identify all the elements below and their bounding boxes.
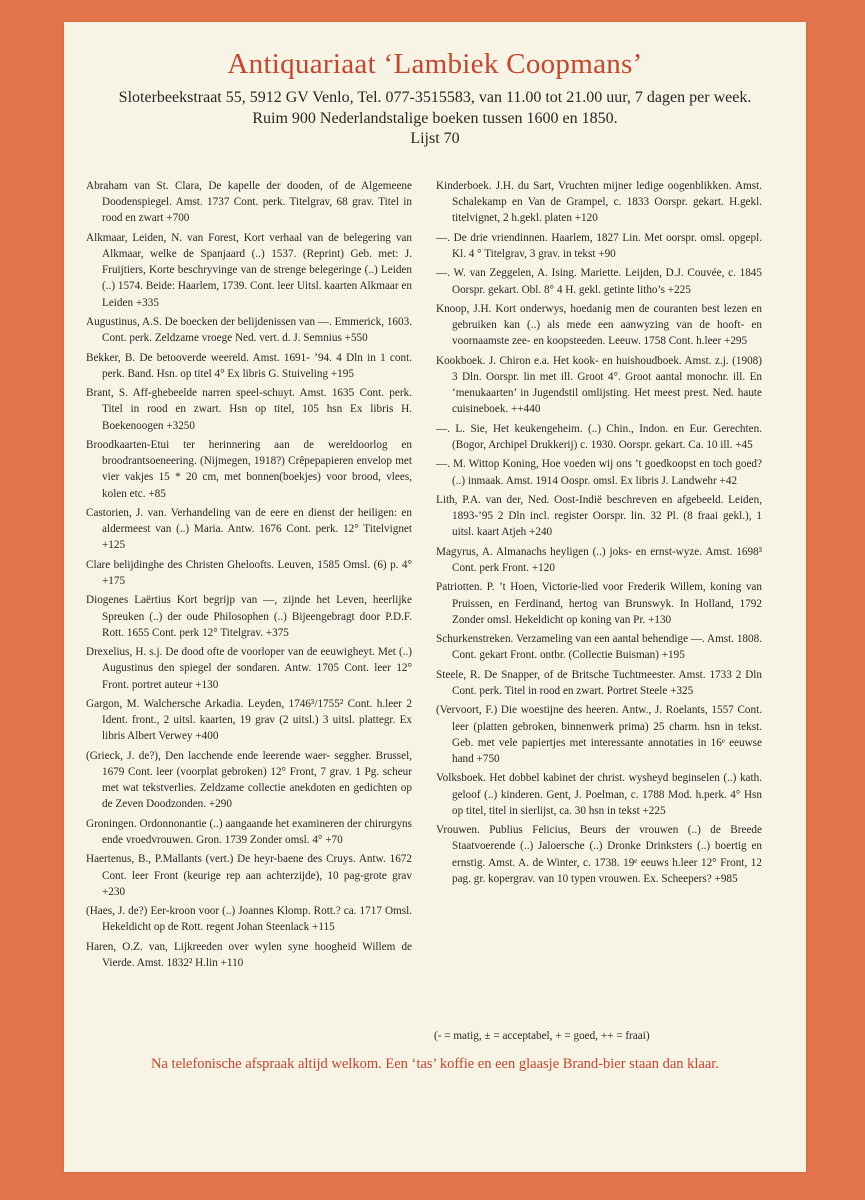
catalog-entry: (Grieck, J. de?), Den lacchende ende leerende waer- seggher. Brussel, 1679 Cont. leer (voorplat gebroken) 12° Front, 7 grav. 1 Pg. scheur met wat tekstverlies. Zeldzame collectie anekdoten en gedichten op de Zeven Doodzonden. +290 bbox=[86, 749, 412, 811]
shop-title: Antiquariaat ‘Lambiek Coopmans’ bbox=[227, 48, 643, 80]
catalog-entry: —. L. Sie, Het keukengeheim. (..) Chin., Indon. en Eur. Gerechten. (Bogor, Archipel Drukkerij) c. 1930. Oorspr. gekart. Ca. 10 ill. +45 bbox=[436, 422, 762, 451]
catalog-sheet bbox=[64, 22, 806, 1172]
condition-legend: (- = matig, ± = acceptabel, + = goed, ++ = fraai) bbox=[434, 1030, 650, 1042]
catalog-entry: Clare belijdinghe des Christen Gheloofts. Leuven, 1585 Omsl. (6) p. 4° +175 bbox=[86, 558, 412, 587]
catalog-entry: Diogenes Laërtius Kort begrijp van —, zijnde het Leven, heerlijke Spreuken (..) der oude Philosophen (..) Bijeengebragt door P.D.F. Rott. 1655 Cont. perk 12° Titelgrav. +375 bbox=[86, 594, 412, 639]
catalog-entry: Gargon, M. Walchersche Arkadia. Leyden, 1746³/1755² Cont. h.leer 2 Ident. front., 2 uitsl. kaarten, 19 grav (2 uitsl.) 3 uitsl. plattegr. Ex libris Albert Verwey +400 bbox=[86, 697, 412, 743]
shop-address: Sloterbeekstraat 55, 5912 GV Venlo, Tel. 077-3515583, van 11.00 tot 21.00 uur, 7 dagen per week. bbox=[118, 89, 752, 106]
left-column bbox=[86, 178, 412, 974]
catalog-entry: Lith, P.A. van der, Ned. Oost-Indië beschreven en afgebeeld. Leiden, 1893-’95 2 Dln incl. register Oorspr. lin. 32 Pl. (8 fraai gekl.), 1 uitsl. kaart Atjeh +240 bbox=[436, 493, 762, 539]
catalog-entry: Brant, S. Aff-ghebeelde narren speel-schuyt. Amst. 1635 Cont. perk. Titel in rood en zwart. Hsn op titel, 105 hsn Ex libris H. Boekenoogen +3250 bbox=[86, 387, 412, 432]
catalog-entry: —. M. Wittop Koning, Hoe voeden wij ons ’t goedkoopst en toch goed? (..) inmaak. Amst. 1914 Oospr. omsl. Ex libris J. Landwehr +42 bbox=[436, 458, 762, 487]
catalog-entry: Alkmaar, Leiden, N. van Forest, Kort verhaal van de belegering van Alkmaar, welke de Spanjaard (..) 1537. (Reprint) Geb. met: J. Fruijtiers, Korte beschryvinge van de strenge belegeringe (..) Leiden (..) 1574. Beide: Haarlem, 1739. Cont. leer Uitsl. kaarten Alkmaar en Leiden +335 bbox=[86, 231, 412, 309]
catalog-entry: (Haes, J. de?) Eer-kroon voor (..) Joannes Klomp. Rott.? ca. 1717 Omsl. Hekeldicht op de Rott. regent Johan Steenlack +115 bbox=[86, 905, 412, 934]
catalog-entry: Steele, R. De Snapper, of de Britsche Tuchtmeester. Amst. 1733 2 Dln Cont. perk. Titel in rood en zwart. Portret Steele +325 bbox=[436, 668, 762, 697]
catalog-entry: Vrouwen. Publius Felicius, Beurs der vrouwen (..) de Breede Staatvoerende (..) Jaloersche (..) Dronke Drinksters (..) boertig en ernstig. Amst. A. de Winter, c. 1738. 19ᵉ eeuws h.leer 12° Front, 12 pag. gr. kopergrav. van 10 typen vrouwen. Ex. Scheepers? +985 bbox=[436, 824, 762, 885]
catalog-entry: Abraham van St. Clara, De kapelle der dooden, of de Algemeene Doodenspiegel. Amst. 1737 Cont. perk. Titelgrav, 68 grav. Titel in rood en zwart +700 bbox=[86, 180, 412, 225]
catalog-entry: Groningen. Ordonnonantie (..) aangaande het examineren der chirurgyns ende vroedvrouwen. Gron. 1739 Zonder omsl. 4° +70 bbox=[86, 817, 412, 846]
catalog-entry: Kookboek. J. Chiron e.a. Het kook- en huishoudboek. Amst. z.j. (1908) 3 Dln. Oorspr. lin met ill. Groot 4°. Groot aantal monochr. ill. En ‘menukaarten’ in Jugendstil omlijsting. Het meest prest. Ned. haute cuisineboek. ++440 bbox=[436, 354, 762, 416]
catalog-entry: Volksboek. Het dobbel kabinet der christ. wysheyd beginselen (..) kath. geloof (..) kinderen. Gent, J. Poelman, c. 1788 Mod. h.perk. 4° Hsn op titel, titel in sierlijst, ca. 30 hsn in tekst +225 bbox=[436, 772, 762, 817]
right-column bbox=[436, 178, 762, 890]
catalog-entry: Patriotten. P. ’t Hoen, Victorie-lied voor Frederik Willem, koning van Pruissen, en Ferdinand, hertog van Brunswyk. In Holland, 1792 Zonder omsl. Hekeldicht op koning van Pr. +130 bbox=[436, 581, 762, 626]
list-number: Lijst 70 bbox=[410, 130, 460, 147]
catalog-entry: Haertenus, B., P.Mallants (vert.) De heyr-baene des Cruys. Antw. 1672 Cont. leer Front (keurige rep aan achterzijde), 10 pag-grote grav +230 bbox=[86, 853, 412, 898]
catalog-entry: Knoop, J.H. Kort onderwys, hoedanig men de couranten best lezen en gebruiken kan (..) als mede een aanwyzing van de hooft- en voornaamste zee- en koopsteeden. Leeuw. 1758 Cont. h.leer +295 bbox=[436, 302, 762, 348]
catalog-entry: Kinderboek. J.H. du Sart, Vruchten mijner ledige oogenblikken. Amst. Schalekamp en Van de Grampel, c. 1833 Oorspr. gekart. H.gekl. titelvignet, 2 h.gekl. platen +120 bbox=[436, 180, 762, 225]
catalog-entry: Bekker, B. De betooverde weereld. Amst. 1691- ’94. 4 Dln in 1 cont. perk. Band. Hsn. op titel 4° Ex libris G. Stuiveling +195 bbox=[86, 351, 412, 380]
catalog-entry: Augustinus, A.S. De boecken der belijdenissen van —. Emmerick, 1603. Cont. perk. Zeldzame vroege Ned. vert. d. J. Semnius +550 bbox=[86, 316, 412, 345]
catalog-entry: Haren, O.Z. van, Lijkreeden over wylen syne hoogheid Willem de Vierde. Amst. 1832² H.lin +110 bbox=[86, 940, 412, 969]
catalog-entry: —. De drie vriendinnen. Haarlem, 1827 Lin. Met oorspr. omsl. opgepl. Kl. 4 ° Titelgrav, 3 grav. in tekst +90 bbox=[436, 231, 762, 260]
catalog-entry: Castorien, J. van. Verhandeling van de eere en dienst der heiligen: en aldermeest van (..) Maria. Antw. 1676 Cont. perk. 12° Titelvignet +125 bbox=[86, 506, 412, 552]
catalog-entry: Schurkenstreken. Verzameling van een aantal behendige —. Amst. 1808. Cont. gekart Front. ontbr. (Collectie Buisman) +195 bbox=[436, 633, 762, 662]
catalog-entry: Magyrus, A. Almanachs heyligen (..) joks- en ernst-wyze. Amst. 1698³ Cont. perk Front. +120 bbox=[436, 545, 762, 574]
catalog-entry: (Vervoort, F.) Die woestijne des heeren. Antw., J. Roelants, 1557 Cont. leer (platten gebroken, binnenwerk prima) 25 charm. hsn in tekst. Geb. met vele papiertjes met interessante annotaties in 16ᵉ eeuwse hand +750 bbox=[436, 704, 762, 765]
catalog-entry: Drexelius, H. s.j. De dood ofte de voorloper van de eeuwigheyt. Met (..) Augustinus den spiegel der sondaren. Antw. 1705 Cont. leer 12° Front. portret auteur +130 bbox=[86, 646, 412, 691]
catalog-entry: Broodkaarten-Etui ter herinnering aan de wereldoorlog en broodrantsoeneering. (Nijmegen, 1918?) Crêpepapieren envelop met vier vakjes 15 * 20 cm, met bonnen(boekjes) voor brood, vlees, kolen etc. +85 bbox=[86, 438, 412, 500]
catalog-entry: —. W. van Zeggelen, A. Ising. Mariette. Leijden, D.J. Couvée, c. 1845 Oorspr. gekart. Obl. 8° 4 H. gekl. getinte litho’s +225 bbox=[436, 267, 762, 296]
shop-tagline: Ruim 900 Nederlandstalige boeken tussen 1600 en 1850. bbox=[252, 110, 618, 127]
footer-note: Na telefonische afspraak altijd welkom. Een ‘tas’ koffie en een glaasje Brand-bier staan dan klaar. bbox=[151, 1056, 719, 1072]
